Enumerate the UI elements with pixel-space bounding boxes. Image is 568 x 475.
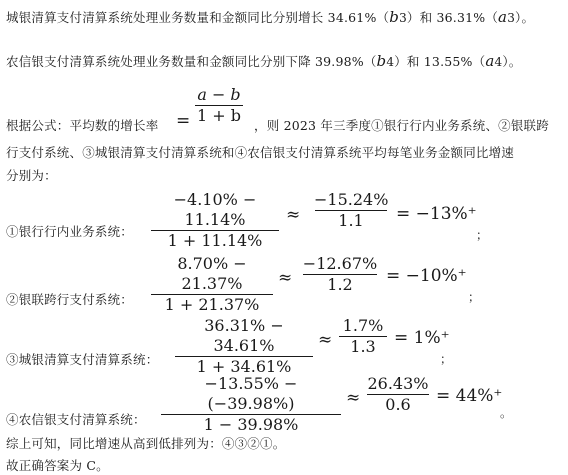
var-b: b xyxy=(389,8,400,26)
item-3-den-1: 1 + 34.61% xyxy=(196,357,292,376)
item-1-fraction-2 xyxy=(314,190,388,231)
item-1-end: ； xyxy=(476,228,489,242)
item-3-result: = 1%⁺ xyxy=(394,328,450,348)
statement-text: ）和 36.31%（ xyxy=(406,10,499,25)
formula-prefix: 根据公式：平均数的增长率 xyxy=(6,118,159,133)
statement-text: 城银清算支付清算系统处理业务数量和金额同比分别增长 34.61%（ xyxy=(6,10,390,25)
item-3-den-2: 1.3 xyxy=(350,337,376,356)
item-4-fraction-2 xyxy=(366,374,430,415)
var-a: a xyxy=(485,52,495,70)
item-4-num-2: 26.43% xyxy=(367,374,429,393)
item-4-result: = 44%⁺ xyxy=(436,386,503,406)
item-1-fraction-1 xyxy=(150,190,280,251)
item-2-fraction-1 xyxy=(150,254,274,315)
conclusion-text: 综上可知，同比增速从高到低排列为：④③②①。 xyxy=(6,436,286,451)
item-3-label: ③城银清算支付清算系统： xyxy=(6,352,159,367)
item-3-fraction-1 xyxy=(174,316,314,377)
item-1-label: ①银行行内业务系统： xyxy=(6,224,134,239)
item-2-den-1: 1 + 21.37% xyxy=(164,295,260,314)
statement-text: 农信银支付清算系统处理业务数量和金额同比分别下降 39.98%（ xyxy=(6,54,377,69)
statement-line-4: 行支付系统、③城银清算支付清算系统和④农信银支付清算系统平均每笔业务金额同比增速 xyxy=(6,145,515,160)
growth-formula-fraction xyxy=(194,85,244,126)
item-1-den-1: 1 + 11.14% xyxy=(167,231,263,250)
item-4-end: 。 xyxy=(500,406,513,420)
statement-line-2 xyxy=(6,52,522,70)
subscript: 3 xyxy=(507,11,516,25)
equals-sign: = xyxy=(176,111,191,131)
item-4-fraction-1 xyxy=(160,374,342,435)
item-2-end: ； xyxy=(468,290,481,304)
approx-sign: ≈ xyxy=(318,330,333,350)
item-3-num-2: 1.7% xyxy=(342,316,384,335)
statement-line-5: 分别为： xyxy=(6,168,57,183)
subscript: 4 xyxy=(494,55,503,69)
approx-sign: ≈ xyxy=(278,268,293,288)
approx-sign: ≈ xyxy=(286,205,301,225)
item-2-num-2: −12.67% xyxy=(302,254,378,273)
item-4-num-1: −13.55% − (−39.98%) xyxy=(204,374,298,413)
item-3-num-1: 36.31% − 34.61% xyxy=(204,316,284,355)
formula-suffix: ，则 2023 年三季度①银行行内业务系统、②银联跨 xyxy=(254,118,549,133)
statement-line-1 xyxy=(6,8,534,26)
item-2-fraction-2 xyxy=(302,254,378,295)
item-2-result: = −10%⁺ xyxy=(386,266,467,286)
subscript: 4 xyxy=(386,55,395,69)
var-b: b xyxy=(376,52,387,70)
answer-text: 故正确答案为 C。 xyxy=(6,458,109,473)
item-1-num-1: −4.10% − 11.14% xyxy=(173,190,257,229)
statement-text: ）。 xyxy=(515,10,535,25)
item-3-fraction-2 xyxy=(338,316,388,357)
item-1-num-2: −15.24% xyxy=(314,190,389,209)
item-1-den-2: 1.1 xyxy=(338,211,364,230)
formula-denominator: 1 + b xyxy=(197,106,241,125)
item-2-den-2: 1.2 xyxy=(327,275,353,294)
approx-sign: ≈ xyxy=(346,388,361,408)
subscript: 3 xyxy=(399,11,407,25)
item-3-end: ； xyxy=(440,352,453,366)
item-2-num-1: 8.70% − 21.37% xyxy=(177,254,247,293)
item-4-label: ④农信银支付清算系统： xyxy=(6,412,146,427)
item-4-den-2: 0.6 xyxy=(385,395,411,414)
formula-numerator: a − b xyxy=(197,85,241,104)
statement-text: ）。 xyxy=(502,54,522,69)
item-1-result: = −13%⁺ xyxy=(396,204,477,224)
item-4-den-1: 1 − 39.98% xyxy=(203,415,299,434)
var-a: a xyxy=(498,8,508,26)
statement-text: ）和 13.55%（ xyxy=(394,54,486,69)
item-2-label: ②银联跨行支付系统： xyxy=(6,292,134,307)
